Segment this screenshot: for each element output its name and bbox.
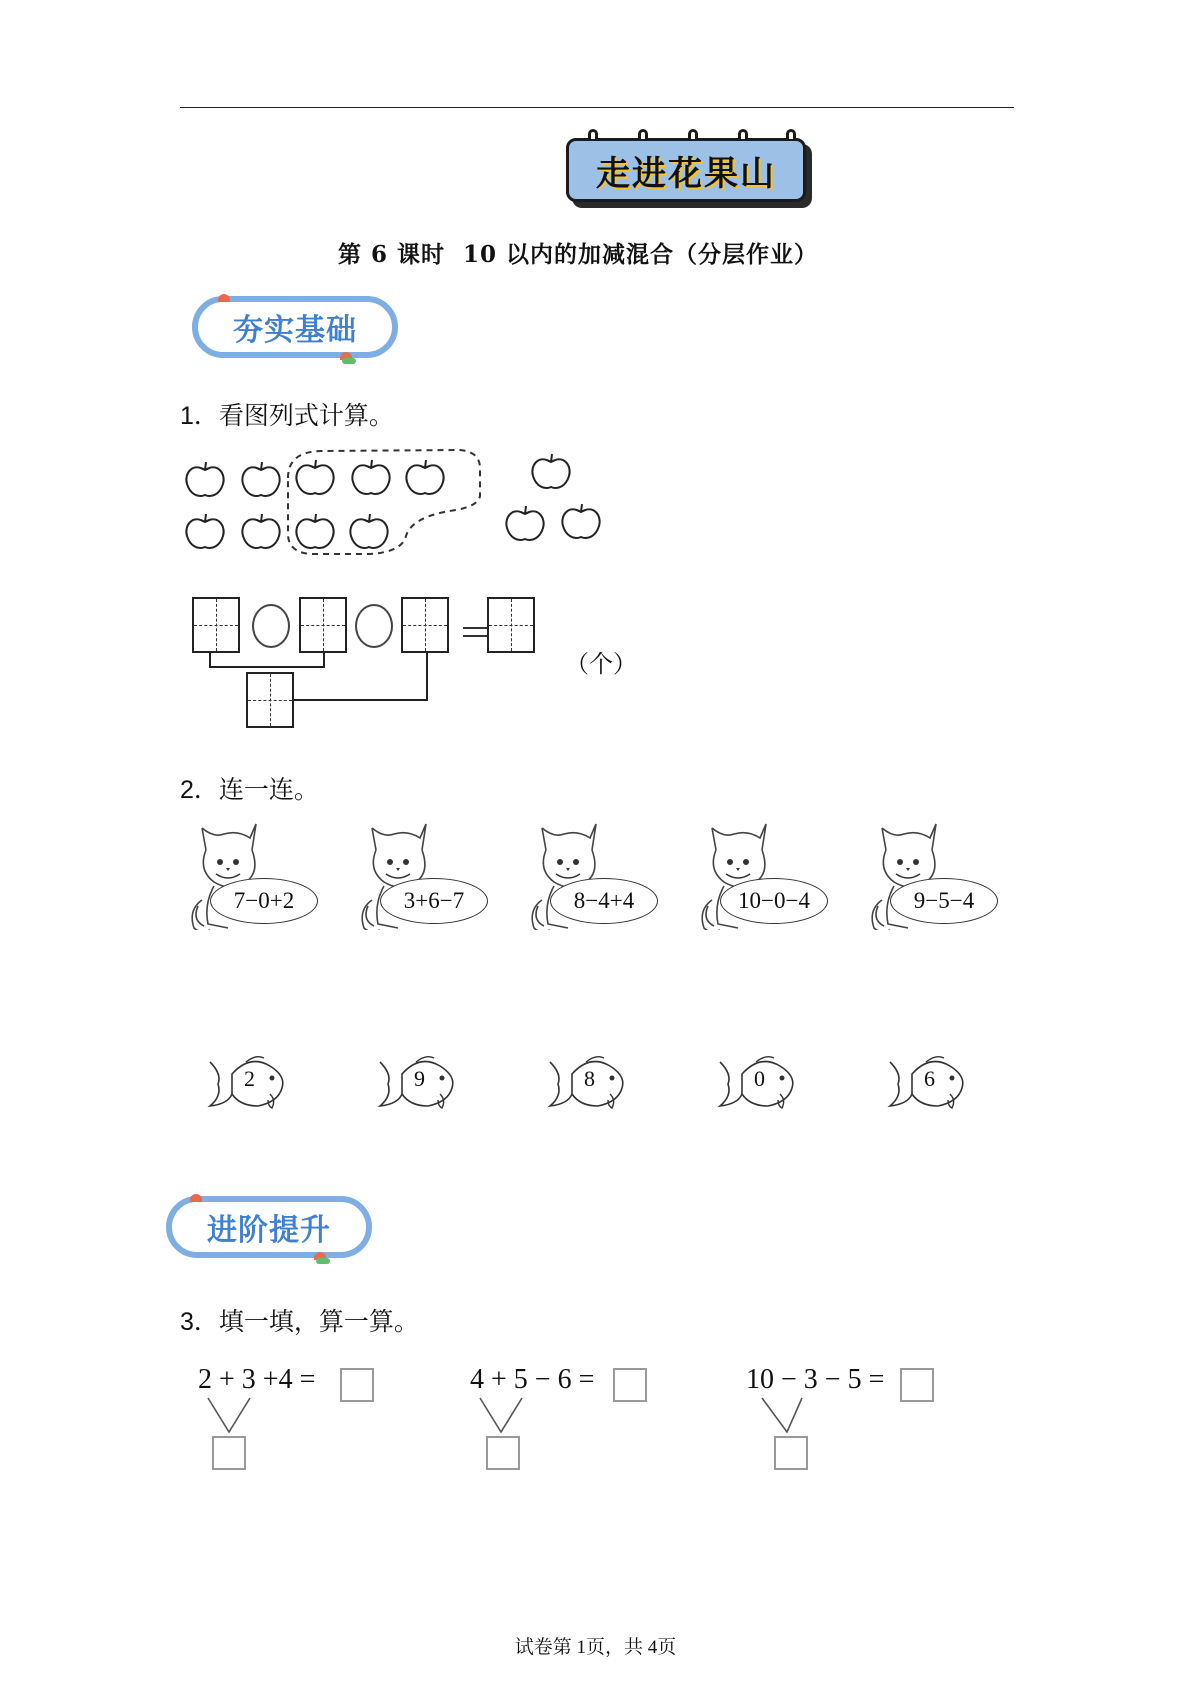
connector-line <box>323 653 325 667</box>
section-pill-advanced <box>166 1196 372 1258</box>
operator-circle[interactable] <box>252 604 290 648</box>
cat-expression[interactable]: 7−0+2 <box>210 878 318 924</box>
split-lines <box>200 1396 260 1436</box>
result-box[interactable] <box>340 1368 374 1402</box>
intermediate-box[interactable] <box>212 1436 246 1470</box>
question-1-prompt: 1．看图列式计算。 <box>180 402 394 430</box>
cat-expression[interactable]: 9−5−4 <box>890 878 998 924</box>
intermediate-box[interactable] <box>774 1436 808 1470</box>
expression-3: 10 − 3 − 5 = <box>746 1364 885 1395</box>
expression-2: 4 + 5 − 6 = <box>470 1364 595 1395</box>
binder-ring-icon <box>786 129 796 139</box>
split-lines <box>472 1396 532 1436</box>
flower-deco-icon <box>190 1194 202 1202</box>
cat-expression[interactable]: 3+6−7 <box>380 878 488 924</box>
fish-number: 6 <box>924 1066 935 1091</box>
cat-expression[interactable]: 10−0−4 <box>720 878 828 924</box>
result-box[interactable] <box>613 1368 647 1402</box>
connector-line <box>209 653 211 667</box>
result-box[interactable] <box>900 1368 934 1402</box>
equals-sign <box>463 627 487 637</box>
binder-ring-icon <box>588 129 598 139</box>
section-label: 夯实基础 <box>233 313 357 348</box>
lesson-title: 第 6 课时 10 以内的加减混合（分层作业） <box>338 241 819 268</box>
banner-title: 走进花果山 <box>596 153 776 194</box>
intermediate-box[interactable] <box>486 1436 520 1470</box>
fish-number: 8 <box>584 1066 595 1091</box>
fish-number: 2 <box>244 1066 255 1091</box>
split-lines <box>756 1396 816 1436</box>
apples-illustration <box>180 448 620 560</box>
question-3-prompt: 3．填一填，算一算。 <box>180 1308 419 1336</box>
grass-deco-icon <box>342 358 356 364</box>
connector-line <box>426 653 428 701</box>
expression-1: 2 + 3 +4 = <box>198 1364 316 1395</box>
connector-line <box>209 666 325 668</box>
answer-box[interactable] <box>192 597 240 653</box>
header-rule <box>180 107 1014 108</box>
page-footer: 试卷第 1页，共 4页 <box>514 1637 677 1658</box>
section-label: 进阶提升 <box>207 1213 331 1248</box>
fish-number: 9 <box>414 1066 425 1091</box>
binder-ring-icon <box>738 129 748 139</box>
banner-box <box>566 138 806 202</box>
grass-deco-icon <box>316 1258 330 1264</box>
unit-label: （个） <box>565 650 637 678</box>
connector-line <box>294 699 428 701</box>
banner <box>566 138 816 210</box>
answer-box[interactable] <box>401 597 449 653</box>
answer-box[interactable] <box>299 597 347 653</box>
operator-circle[interactable] <box>355 604 393 648</box>
cat-expression[interactable]: 8−4+4 <box>550 878 658 924</box>
fish-number: 0 <box>754 1066 765 1091</box>
section-pill-basic <box>192 296 398 358</box>
answer-box-sub[interactable] <box>246 672 294 728</box>
binder-ring-icon <box>638 129 648 139</box>
flower-deco-icon <box>218 294 230 302</box>
question-2-prompt: 2．连一连。 <box>180 776 319 804</box>
answer-box[interactable] <box>487 597 535 653</box>
binder-ring-icon <box>688 129 698 139</box>
